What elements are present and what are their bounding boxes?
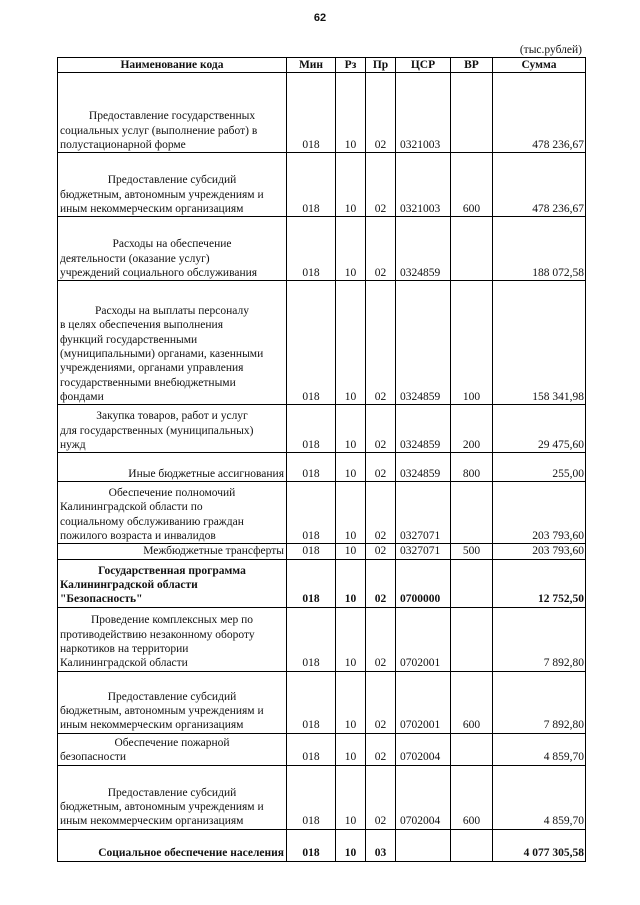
cell-csr: 0321003 xyxy=(396,73,451,153)
row-label-line: учреждениями, органами управления xyxy=(60,362,244,375)
cell-name xyxy=(58,217,287,281)
row-label-line: Государственная программа xyxy=(98,564,246,577)
cell-csr: 0702004 xyxy=(396,765,451,829)
cell-csr: 0702001 xyxy=(396,671,451,733)
table-row xyxy=(58,829,586,861)
row-label xyxy=(60,304,284,405)
cell-pr: 02 xyxy=(366,281,396,405)
row-label-line: пожилого возраста и инвалидов xyxy=(60,530,216,542)
cell-rz: 10 xyxy=(336,217,366,281)
row-label-line: Закупка товаров, работ и услуг xyxy=(96,410,248,423)
cell-pr: 02 xyxy=(366,482,396,544)
table-row xyxy=(58,73,586,153)
cell-min: 018 xyxy=(287,453,336,482)
cell-csr: 0700000 xyxy=(396,559,451,607)
cell-name xyxy=(58,829,287,861)
table-row xyxy=(58,281,586,405)
cell-pr: 02 xyxy=(366,544,396,559)
cell-csr xyxy=(396,829,451,861)
cell-name xyxy=(58,544,287,559)
row-label-line: иным некоммерческим организациям xyxy=(60,719,244,732)
cell-sum: 158 341,98 xyxy=(493,281,586,405)
header-sum: Сумма xyxy=(493,58,586,73)
cell-pr: 02 xyxy=(366,733,396,765)
row-label-line: функций государственными xyxy=(60,333,198,346)
row-label-line: (муниципальными) органами, казенными xyxy=(60,347,264,360)
header-name: Наименование кода xyxy=(58,58,287,73)
table-header-row xyxy=(58,58,586,73)
cell-rz: 10 xyxy=(336,733,366,765)
row-label xyxy=(60,467,284,481)
cell-csr: 0324859 xyxy=(396,217,451,281)
row-label xyxy=(60,486,284,544)
row-label-line: Предоставление государственных xyxy=(88,110,256,123)
cell-min: 018 xyxy=(287,765,336,829)
row-label xyxy=(60,409,284,452)
row-label xyxy=(60,109,284,152)
cell-name xyxy=(58,765,287,829)
cell-csr: 0321003 xyxy=(396,153,451,217)
cell-sum: 12 752,50 xyxy=(493,559,586,607)
cell-rz: 10 xyxy=(336,607,366,671)
row-label-line: социальному обслуживанию граждан xyxy=(60,515,244,528)
row-label-line: наркотиков на территории xyxy=(60,643,189,655)
cell-rz: 10 xyxy=(336,405,366,453)
table-row xyxy=(58,544,586,559)
row-label xyxy=(60,846,284,860)
row-label xyxy=(60,237,284,280)
table-row xyxy=(58,405,586,453)
header-csr: ЦСР xyxy=(396,58,451,73)
cell-sum: 203 793,60 xyxy=(493,482,586,544)
row-label-line: Предоставление субсидий xyxy=(107,690,237,703)
cell-vr: 600 xyxy=(451,671,493,733)
cell-csr: 0702004 xyxy=(396,733,451,765)
row-label-line: иным некоммерческим организациям xyxy=(60,815,244,828)
cell-pr: 02 xyxy=(366,765,396,829)
row-label-line: иным некоммерческим организациям xyxy=(60,203,244,215)
row-label-line: учреждений социального обслуживания xyxy=(60,267,258,279)
row-label xyxy=(60,613,284,671)
cell-vr xyxy=(451,559,493,607)
row-label-line: Обеспечение пожарной xyxy=(114,737,230,749)
row-label-line: фондами xyxy=(60,391,104,403)
cell-vr: 600 xyxy=(451,765,493,829)
row-label-line: бюджетным, автономным учреждениям и xyxy=(60,705,264,717)
cell-name xyxy=(58,671,287,733)
cell-rz: 10 xyxy=(336,73,366,153)
cell-sum: 188 072,58 xyxy=(493,217,586,281)
cell-rz: 10 xyxy=(336,453,366,482)
cell-vr xyxy=(451,733,493,765)
row-label-line: в целях обеспечения выполнения xyxy=(60,319,223,332)
cell-name xyxy=(58,405,287,453)
cell-csr: 0324859 xyxy=(396,281,451,405)
cell-rz: 10 xyxy=(336,153,366,217)
cell-vr: 600 xyxy=(451,153,493,217)
row-label-line: государственными внебюджетными xyxy=(60,376,236,389)
cell-min: 018 xyxy=(287,733,336,765)
cell-vr: 800 xyxy=(451,453,493,482)
table-row xyxy=(58,217,586,281)
cell-pr: 02 xyxy=(366,559,396,607)
cell-pr: 02 xyxy=(366,671,396,733)
table-row xyxy=(58,559,586,607)
table-row xyxy=(58,453,586,482)
cell-name xyxy=(58,607,287,671)
cell-min: 018 xyxy=(287,607,336,671)
header-min: Мин xyxy=(287,58,336,73)
cell-sum: 4 859,70 xyxy=(493,733,586,765)
cell-sum: 7 892,80 xyxy=(493,607,586,671)
cell-name xyxy=(58,559,287,607)
cell-csr: 0324859 xyxy=(396,453,451,482)
cell-min: 018 xyxy=(287,217,336,281)
row-label xyxy=(60,544,284,558)
cell-rz: 10 xyxy=(336,482,366,544)
cell-sum: 478 236,67 xyxy=(493,153,586,217)
row-label-line: Калининградской области по xyxy=(60,501,203,514)
cell-name xyxy=(58,73,287,153)
cell-min: 018 xyxy=(287,559,336,607)
page-number: 62 xyxy=(313,12,327,24)
cell-rz: 10 xyxy=(336,829,366,861)
row-label-line: Межбюджетные трансферты xyxy=(143,545,284,558)
table-row xyxy=(58,482,586,544)
cell-vr xyxy=(451,73,493,153)
cell-sum: 478 236,67 xyxy=(493,73,586,153)
row-label-line: бюджетным, автономным учреждениям и xyxy=(60,801,264,813)
row-label-line: безопасности xyxy=(60,751,127,764)
cell-vr xyxy=(451,482,493,544)
row-label-line: Калининградской области xyxy=(60,579,198,591)
units-note: (тыс.рублей) xyxy=(519,44,582,56)
cell-sum: 203 793,60 xyxy=(493,544,586,559)
cell-sum: 29 475,60 xyxy=(493,405,586,453)
row-label-line: Иные бюджетные ассигнования xyxy=(128,468,284,480)
cell-min: 018 xyxy=(287,405,336,453)
cell-vr xyxy=(451,829,493,861)
cell-name xyxy=(58,733,287,765)
table-row xyxy=(58,733,586,765)
cell-pr: 02 xyxy=(366,73,396,153)
table-row xyxy=(58,671,586,733)
header-vr: ВР xyxy=(451,58,493,73)
row-label-line: Социальное обеспечение населения xyxy=(98,847,284,860)
cell-rz: 10 xyxy=(336,281,366,405)
cell-pr: 03 xyxy=(366,829,396,861)
row-label-line: Предоставление субсидий xyxy=(107,786,237,799)
cell-pr: 02 xyxy=(366,405,396,453)
row-label-line: "Безопасность" xyxy=(60,593,143,606)
cell-min: 018 xyxy=(287,153,336,217)
cell-sum: 7 892,80 xyxy=(493,671,586,733)
table-row xyxy=(58,765,586,829)
cell-min: 018 xyxy=(287,73,336,153)
cell-min: 018 xyxy=(287,482,336,544)
cell-pr: 02 xyxy=(366,217,396,281)
table-row xyxy=(58,607,586,671)
cell-min: 018 xyxy=(287,544,336,559)
table-row xyxy=(58,153,586,217)
cell-rz: 10 xyxy=(336,544,366,559)
cell-csr: 0702001 xyxy=(396,607,451,671)
cell-csr: 0324859 xyxy=(396,405,451,453)
cell-pr: 02 xyxy=(366,153,396,217)
cell-pr: 02 xyxy=(366,607,396,671)
cell-csr: 0327071 xyxy=(396,544,451,559)
row-label xyxy=(60,736,284,765)
row-label xyxy=(60,690,284,733)
cell-pr: 02 xyxy=(366,453,396,482)
cell-name xyxy=(58,482,287,544)
cell-vr: 500 xyxy=(451,544,493,559)
cell-rz: 10 xyxy=(336,765,366,829)
cell-rz: 10 xyxy=(336,671,366,733)
row-label-line: нужд xyxy=(60,439,86,451)
row-label-line: Проведение комплексных мер по xyxy=(91,614,253,627)
cell-name xyxy=(58,281,287,405)
row-label-line: бюджетным, автономным учреждениям и xyxy=(60,188,264,201)
cell-vr: 100 xyxy=(451,281,493,405)
cell-sum: 255,00 xyxy=(493,453,586,482)
cell-min: 018 xyxy=(287,671,336,733)
row-label-line: противодействию незаконному обороту xyxy=(60,628,255,641)
row-label-line: деятельности (оказание услуг) xyxy=(60,252,210,265)
row-label-line: социальных услуг (выполнение работ) в xyxy=(60,124,258,137)
cell-sum: 4 859,70 xyxy=(493,765,586,829)
cell-min: 018 xyxy=(287,281,336,405)
cell-name xyxy=(58,153,287,217)
row-label-line: Предоставление субсидий xyxy=(107,174,237,187)
row-label-line: полустационарной форме xyxy=(60,139,186,151)
cell-csr: 0327071 xyxy=(396,482,451,544)
row-label-line: Расходы на обеспечение xyxy=(112,238,232,251)
budget-table xyxy=(57,57,586,862)
header-pr: Пр xyxy=(366,58,396,73)
cell-sum: 4 077 305,58 xyxy=(493,829,586,861)
cell-vr: 200 xyxy=(451,405,493,453)
cell-rz: 10 xyxy=(336,559,366,607)
cell-vr xyxy=(451,607,493,671)
row-label-line: Обеспечение полномочий xyxy=(108,486,236,499)
cell-name xyxy=(58,453,287,482)
header-rz: Рз xyxy=(336,58,366,73)
row-label xyxy=(60,786,284,829)
cell-min: 018 xyxy=(287,829,336,861)
row-label-line: для государственных (муниципальных) xyxy=(60,424,254,437)
row-label xyxy=(60,173,284,216)
row-label xyxy=(60,564,284,607)
cell-vr xyxy=(451,217,493,281)
row-label-line: Расходы на выплаты персоналу xyxy=(95,304,249,317)
row-label-line: Калининградской области xyxy=(60,657,188,670)
